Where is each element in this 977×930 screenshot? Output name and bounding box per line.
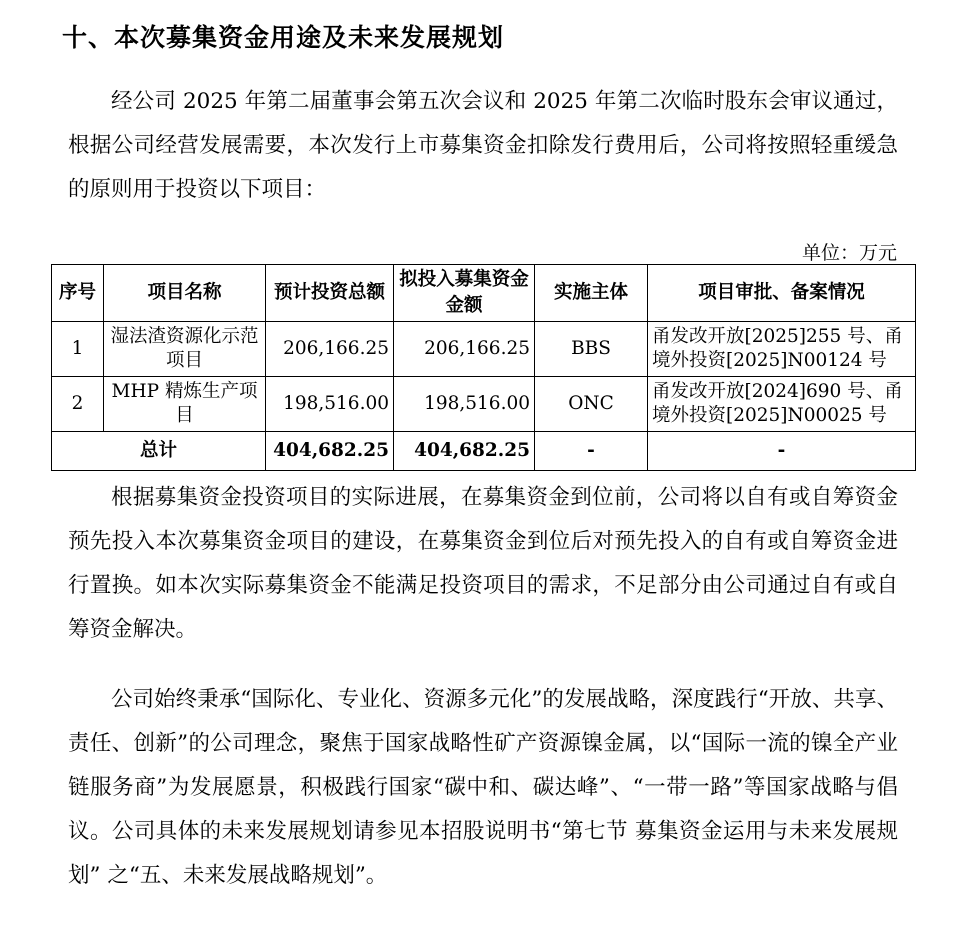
header-project-name: 项目名称 <box>104 265 266 322</box>
total-approval: - <box>648 432 916 471</box>
section-heading: 十、本次募集资金用途及未来发展规划 <box>62 23 505 52</box>
total-raised-funds: 404,682.25 <box>394 432 535 471</box>
row-approval: 甬发改开放[2024]690 号、甬境外投资[2025]N00025 号 <box>648 377 916 432</box>
header-total-investment: 预计投资总额 <box>266 265 394 322</box>
header-entity: 实施主体 <box>535 265 648 322</box>
table-total-row <box>52 432 916 471</box>
table-row <box>52 322 916 377</box>
intro-paragraph: 经公司 2025 年第二届董事会第五次会议和 2025 年第二次临时股东会审议通过，根据公司经营发展需要，本次发行上市募集资金扣除发行费用后，公司将按照轻重缓急的原则用于投资以下项目： <box>68 89 898 202</box>
row-raised-funds: 198,516.00 <box>394 377 535 432</box>
development-strategy-paragraph: 公司始终秉承“国际化、专业化、资源多元化”的发展战略，深度践行“开放、共享、责任、创新”的公司理念，聚焦于国家战略性矿产资源镍金属，以“国际一流的镍全产业链服务商”为发展愿景，积极践行国家“碳中和、碳达峰”、“一带一路”等国家战略与倡议。公司具体的未来发展规划请参见本招股说明书“第七节 募集资金运用与未来发展规划” 之“五、未来发展战略规划”。 <box>68 687 898 888</box>
total-entity: - <box>535 432 648 471</box>
unit-label: 单位：万元 <box>801 242 897 264</box>
funding-arrangement-paragraph: 根据募集资金投资项目的实际进展，在募集资金到位前，公司将以自有或自筹资金预先投入本次募集资金项目的建设，在募集资金到位后对预先投入的自有或自筹资金进行置换。如本次实际募集资金不能满足投资项目的需求，不足部分由公司通过自有或自筹资金解决。 <box>68 485 898 642</box>
row-approval: 甬发改开放[2025]255 号、甬境外投资[2025]N00124 号 <box>648 322 916 377</box>
fund-use-table <box>51 264 916 471</box>
table-row <box>52 377 916 432</box>
header-raised-funds: 拟投入募集资金金额 <box>394 265 535 322</box>
row-no: 2 <box>52 377 104 432</box>
header-no: 序号 <box>52 265 104 322</box>
row-entity: ONC <box>535 377 648 432</box>
row-total-investment: 206,166.25 <box>266 322 394 377</box>
row-project-name: 湿法渣资源化示范项目 <box>104 322 266 377</box>
row-raised-funds: 206,166.25 <box>394 322 535 377</box>
row-total-investment: 198,516.00 <box>266 377 394 432</box>
row-entity: BBS <box>535 322 648 377</box>
row-project-name: MHP 精炼生产项目 <box>104 377 266 432</box>
header-approval: 项目审批、备案情况 <box>648 265 916 322</box>
row-no: 1 <box>52 322 104 377</box>
total-investment: 404,682.25 <box>266 432 394 471</box>
table-header-row <box>52 265 916 322</box>
total-label: 总计 <box>52 432 266 471</box>
